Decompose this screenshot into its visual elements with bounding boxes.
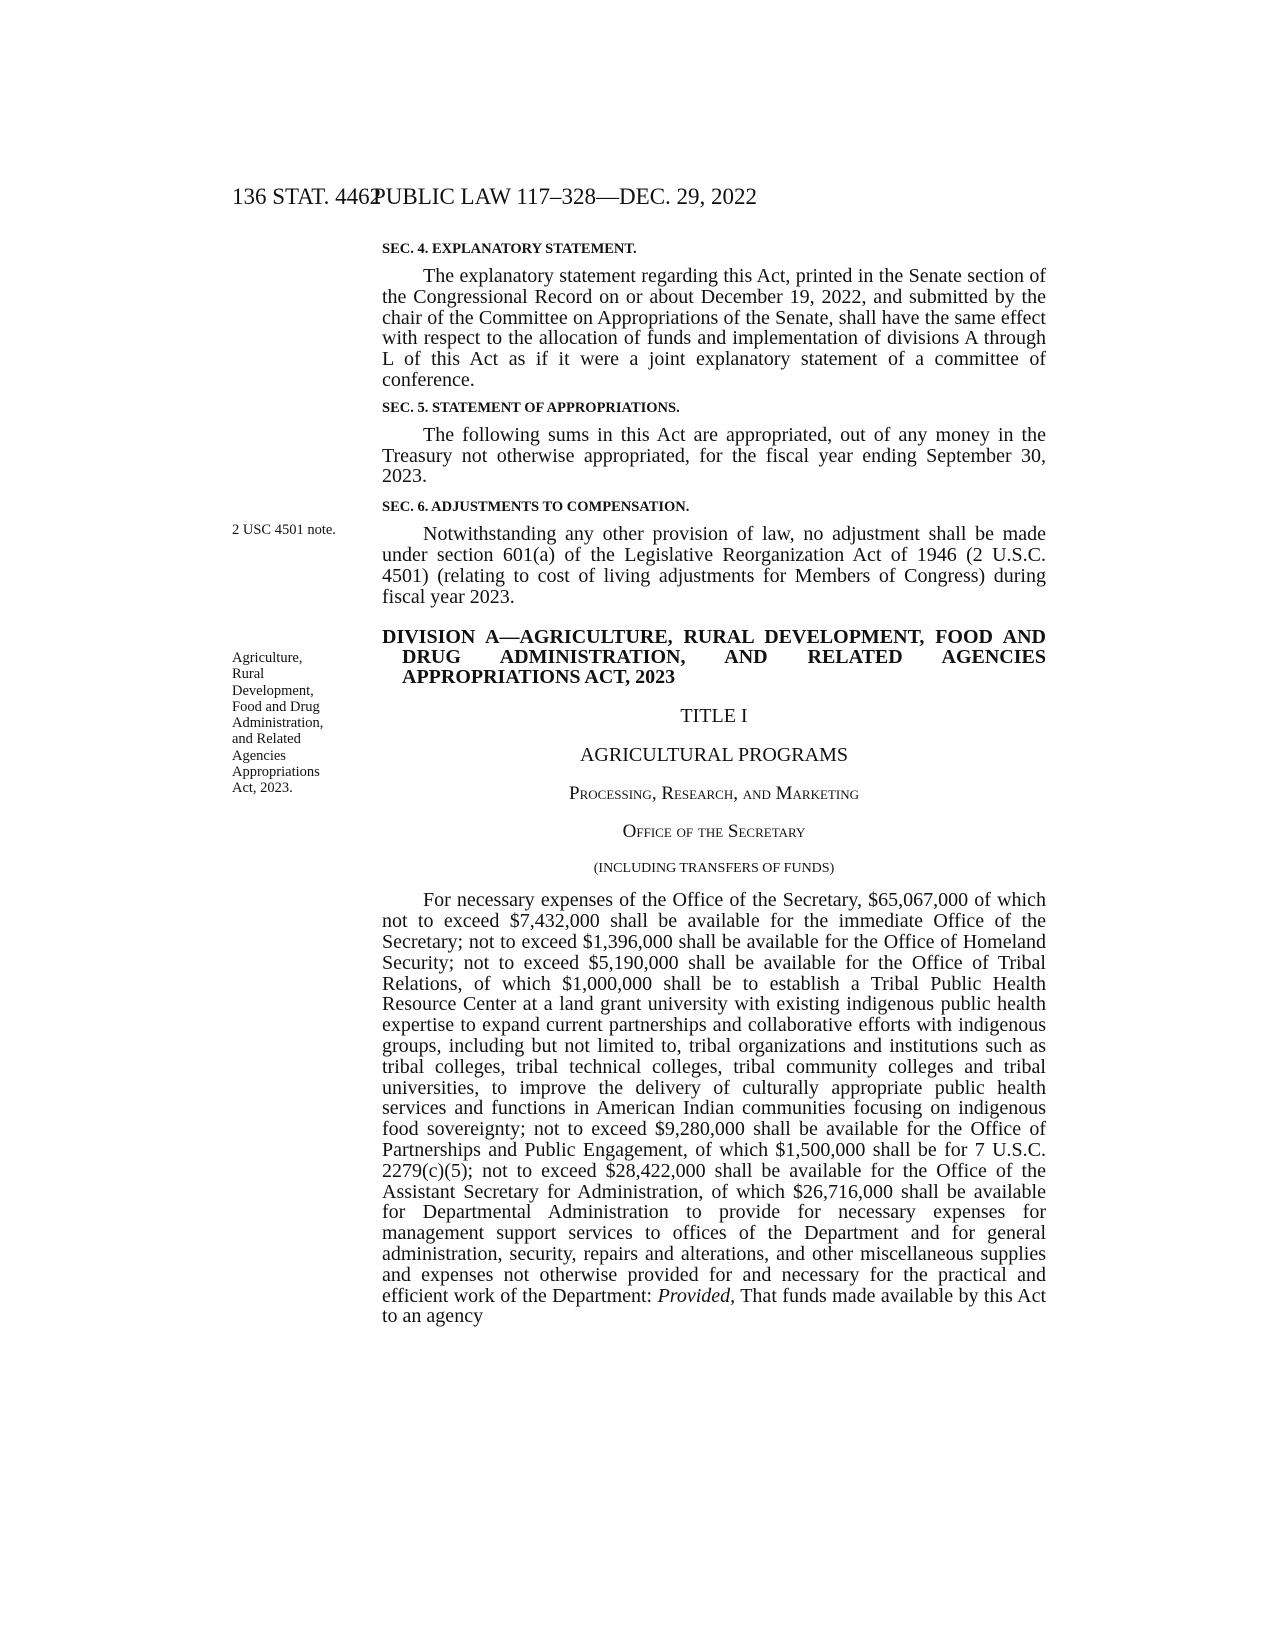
section-4-text: The explanatory statement regarding this Act, printed in the Senate section of the Congressional Record on or about December 19, 2022, and submitted by the chair of the Committee on Appropriations of the Senate, shall have the same effect with respect to the allocation of funds and implementation of divisions A through L of this Act as if it were a joint explanatory statement of a committee of conference. [382, 265, 1046, 391]
running-head: PUBLIC LAW 117–328—DEC. 29, 2022 [373, 184, 758, 209]
subheading-office: Office of the Secretary [622, 821, 806, 843]
title-name: AGRICULTURAL PROGRAMS [579, 744, 848, 767]
section-5-text: The following sums in this Act are appropriated, out of any money in the Treasury not otherwise appropriated, for the fiscal year ending September 30, 2023. [382, 423, 1046, 488]
division-a-heading: DIVISION A—AGRICULTURE, RURAL DEVELOPMENT, FOOD AND DRUG ADMINISTRATION, AND RELATED AGENCIES APPROPRIATIONS ACT, 2023 [382, 626, 1046, 689]
office-of-secretary-text [382, 890, 1046, 1327]
section-5-heading: SEC. 5. STATEMENT OF APPROPRIATIONS. [382, 399, 680, 416]
subheading-processing: Processing, Research, and Marketing [569, 783, 859, 805]
main-text-column [382, 236, 1046, 1327]
section-6-text: Notwithstanding any other provision of law, no adjustment shall be made under section 601(a) of the Legislative Reorganization Act of 1946 (2 U.S.C. 4501) (relating to cost of living adjustments for Members of Congress) during fiscal year 2023. [382, 523, 1046, 608]
main-text: For necessary expenses of the Office of the Secretary, $65,067,000 of which not to exceed $7,432,000 shall be available for the immediate Office of the Secretary; not to exceed $1,396,000 shall be available for the Office of Homeland Security; not to exceed $5,190,000 shall be available for the Office of Tribal Relations, of which $1,000,000 shall be to establish a Tribal Public Health Resource Center at a land grant university with existing indigenous public health expertise to expand current partnerships and collaborative efforts with indigenous groups, including but not limited to, tribal organizations and institutions such as tribal colleges, tribal technical colleges, tribal community colleges and tribal universities, to improve the delivery of culturally appropriate public health services and functions in American Indian communities focusing on indigenous food sovereignty; not to exceed $9,280,000 shall be available for the Office of Partnerships and Public Engagement, of which $1,500,000 shall be for 7 U.S.C. 2279(c)(5); not to exceed $28,422,000 shall be available for the Office of the Assistant Secretary for Administration, of which $26,716,000 shall be available for Departmental Administration to provide for necessary expenses for management support services to offices of the Department and for general administration, security, repairs and alterations, and other miscellaneous supplies and expenses not otherwise provided for and necessary for the practical and efficient work of the Department: [382, 889, 1046, 1307]
title-heading: TITLE I [680, 705, 748, 728]
proviso-rest: That funds made available by this Act to an agency [382, 1284, 1047, 1328]
section-6-heading: SEC. 6. ADJUSTMENTS TO COMPENSATION. [382, 499, 690, 516]
subheading-transfers-note: (INCLUDING TRANSFERS OF FUNDS) [593, 861, 835, 877]
stat-page-number: 136 STAT. 4462 [232, 184, 382, 209]
section-4-heading: SEC. 4. EXPLANATORY STATEMENT. [382, 241, 637, 257]
proviso-italic: Provided, [657, 1284, 736, 1307]
page-header [232, 184, 1032, 214]
margin-note-usc: 2 USC 4501 note. [232, 522, 336, 538]
margin-note-division: Agriculture, Rural Development, Food and Drug Administration, and Related Agencies Appropriations Act, 2023. [232, 650, 324, 797]
